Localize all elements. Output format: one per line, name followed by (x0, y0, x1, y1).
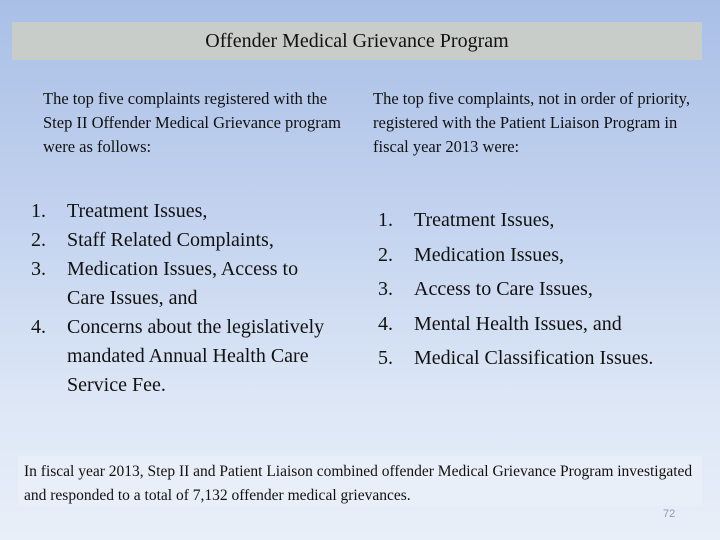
list-item-text: Staff Related Complaints, (67, 229, 274, 251)
list-item-number: 5. (378, 347, 393, 369)
left-complaints-list (31, 197, 331, 400)
list-item-number: 2. (31, 229, 46, 251)
list-item-number: 3. (31, 258, 46, 280)
list-item-text: Access to Care Issues, (414, 278, 593, 300)
list-item-text: Medical Classification Issues. (414, 347, 654, 369)
summary-text: In fiscal year 2013, Step II and Patient Liaison combined offender Medical Grievance Program investigated and responded to a total of 7,132 offender medical grievances. (18, 456, 702, 506)
list-item (31, 255, 331, 313)
list-item-number: 4. (378, 312, 393, 335)
title-bar (12, 22, 702, 60)
list-item-text: Medication Issues, (414, 243, 564, 266)
list-item-number: 3. (378, 278, 393, 300)
list-item-number: 1. (31, 200, 46, 222)
left-intro-text: The top five complaints registered with the Step II Offender Medical Grievance program were as follows: (43, 89, 341, 156)
list-item (31, 313, 331, 400)
page-title: Offender Medical Grievance Program (205, 29, 509, 52)
list-item-number: 2. (378, 243, 393, 266)
list-item-number: 1. (378, 209, 393, 231)
list-item (31, 226, 331, 255)
list-item (378, 307, 688, 342)
right-intro-text: The top five complaints, not in order of priority, registered with the Patient Liaison Program in fiscal year 2013 were: (373, 89, 690, 156)
list-item (31, 197, 331, 226)
list-item-text: Medication Issues, Access to Care Issues, and (67, 258, 299, 309)
list-item (378, 203, 688, 238)
list-item-text: Mental Health Issues, and (414, 312, 622, 335)
right-complaints-list (378, 203, 688, 373)
list-item (378, 238, 688, 273)
list-item (378, 272, 688, 307)
list-item (378, 344, 688, 373)
list-item-number: 4. (31, 316, 46, 338)
list-item-text: Concerns about the legislatively mandated Annual Health Care Service Fee. (67, 316, 325, 396)
list-item-text: Treatment Issues, (67, 200, 208, 222)
list-item-text: Treatment Issues, (414, 209, 555, 231)
page-number: 72 (663, 508, 676, 520)
